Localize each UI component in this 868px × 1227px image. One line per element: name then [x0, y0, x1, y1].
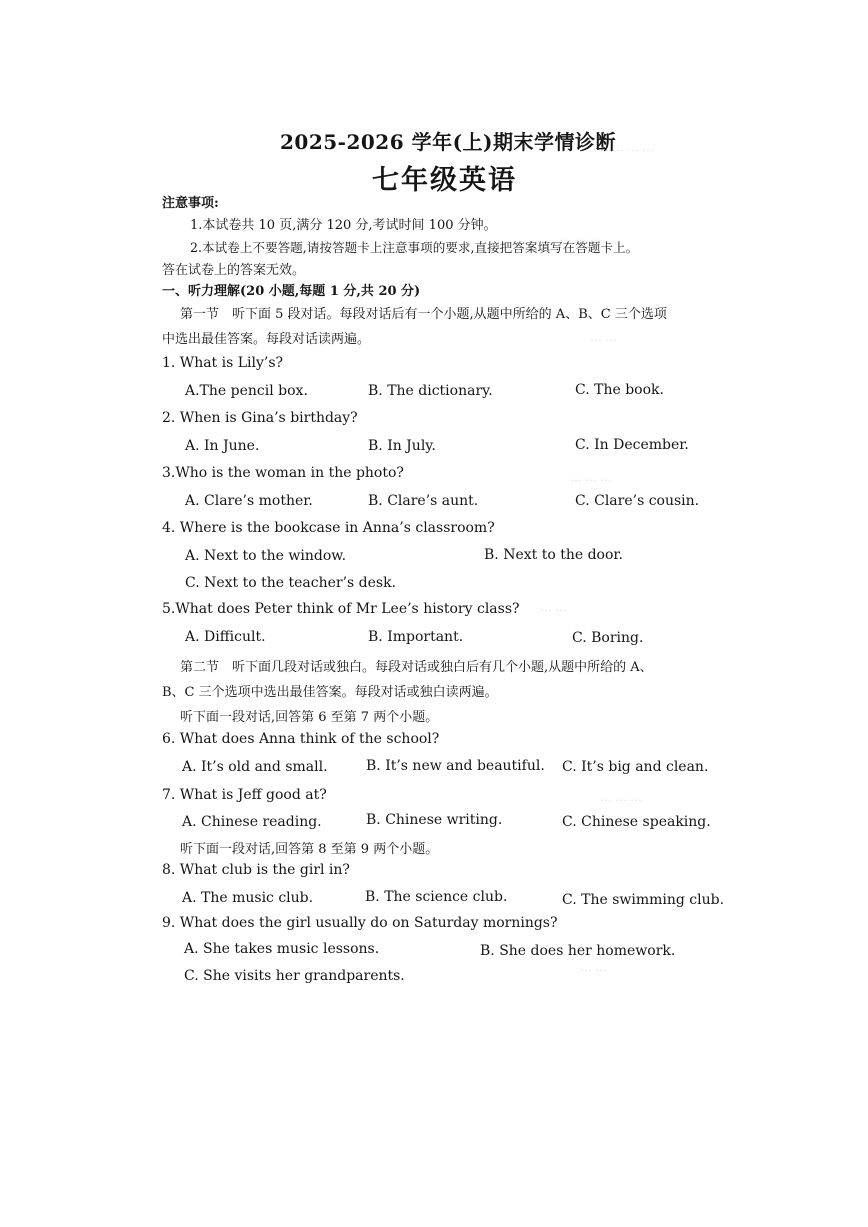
- show-through-text: … …: [580, 960, 607, 974]
- notes-heading: 注意事项:: [162, 196, 219, 211]
- question-3: 3.Who is the woman in the photo?: [162, 465, 404, 481]
- option-2a: A. In June.: [185, 438, 260, 454]
- section2-instruction: 第二节 听下面几段对话或独白。每段对话或独白后有几个小题,从题中所给的 A、: [180, 660, 653, 675]
- option-3c: C. Clare’s cousin.: [575, 493, 700, 509]
- show-through-text: … … …: [600, 790, 642, 804]
- option-4b: B. Next to the door.: [484, 547, 624, 563]
- dialogue-lead-8-9: 听下面一段对话,回答第 8 至第 9 两个小题。: [180, 842, 439, 857]
- section2-instruction-cont: B、C 三个选项中选出最佳答案。每段对话或独白读两遍。: [162, 685, 498, 700]
- option-2c: C. In December.: [575, 437, 689, 453]
- option-9c: C. She visits her grandparents.: [184, 968, 405, 984]
- section1-instruction: 第一节 听下面 5 段对话。每段对话后有一个小题,从题中所给的 A、B、C 三个选项: [180, 307, 667, 322]
- option-5b: B. Important.: [368, 629, 464, 645]
- question-9: 9. What does the girl usually do on Saturday mornings?: [162, 915, 558, 931]
- option-3b: B. Clare’s aunt.: [368, 493, 479, 509]
- option-5a: A. Difficult.: [185, 629, 266, 645]
- part-heading: 一、听力理解(20 小题,每题 1 分,共 20 分): [162, 284, 421, 299]
- show-through-text: …… … …: [600, 140, 654, 154]
- show-through-text: … … …: [560, 230, 602, 244]
- option-9b: B. She does her homework.: [480, 943, 676, 959]
- option-6c: C. It’s big and clean.: [562, 759, 709, 775]
- option-4c: C. Next to the teacher’s desk.: [185, 575, 397, 591]
- question-2: 2. When is Gina’s birthday?: [162, 410, 358, 426]
- note-item-2-cont: 答在试卷上的答案无效。: [162, 263, 306, 278]
- dialogue-lead-6-7: 听下面一段对话,回答第 6 至第 7 两个小题。: [180, 710, 439, 725]
- option-9a: A. She takes music lessons.: [184, 941, 380, 957]
- note-item-1: 1.本试卷共 10 页,满分 120 分,考试时间 100 分钟。: [190, 218, 497, 233]
- question-4: 4. Where is the bookcase in Anna’s classroom?: [162, 520, 495, 536]
- option-6b: B. It’s new and beautiful.: [366, 758, 545, 774]
- show-through-text: … … …: [570, 470, 612, 484]
- show-through-text: … …: [540, 600, 567, 614]
- question-6: 6. What does Anna think of the school?: [162, 731, 440, 747]
- question-5: 5.What does Peter think of Mr Lee’s history class?: [162, 601, 520, 617]
- exam-title: 2025-2026 学年(上)期末学情诊断: [280, 130, 617, 154]
- option-7a: A. Chinese reading.: [182, 814, 322, 830]
- option-4a: A. Next to the window.: [185, 548, 347, 564]
- option-7b: B. Chinese writing.: [366, 812, 503, 828]
- option-8b: B. The science club.: [365, 889, 508, 905]
- question-7: 7. What is Jeff good at?: [162, 787, 327, 803]
- option-1b: B. The dictionary.: [368, 383, 493, 399]
- question-1: 1. What is Lily’s?: [162, 355, 284, 371]
- section1-instruction-cont: 中选出最佳答案。每段对话读两遍。: [162, 332, 371, 347]
- option-5c: C. Boring.: [572, 630, 644, 646]
- option-1c: C. The book.: [575, 382, 664, 398]
- option-8a: A. The music club.: [182, 890, 314, 906]
- note-item-2: 2.本试卷上不要答题,请按答题卡上注意事项的要求,直接把答案填写在答题卡上。: [190, 240, 639, 255]
- option-8c: C. The swimming club.: [562, 892, 725, 908]
- option-2b: B. In July.: [368, 438, 436, 454]
- show-through-text: … …: [590, 330, 617, 344]
- option-6a: A. It’s old and small.: [182, 759, 328, 775]
- option-3a: A. Clare’s mother.: [185, 493, 313, 509]
- option-1a: A.The pencil box.: [185, 383, 308, 399]
- option-7c: C. Chinese speaking.: [562, 814, 711, 830]
- exam-subject: 七年级英语: [372, 165, 517, 196]
- question-8: 8. What club is the girl in?: [162, 862, 350, 878]
